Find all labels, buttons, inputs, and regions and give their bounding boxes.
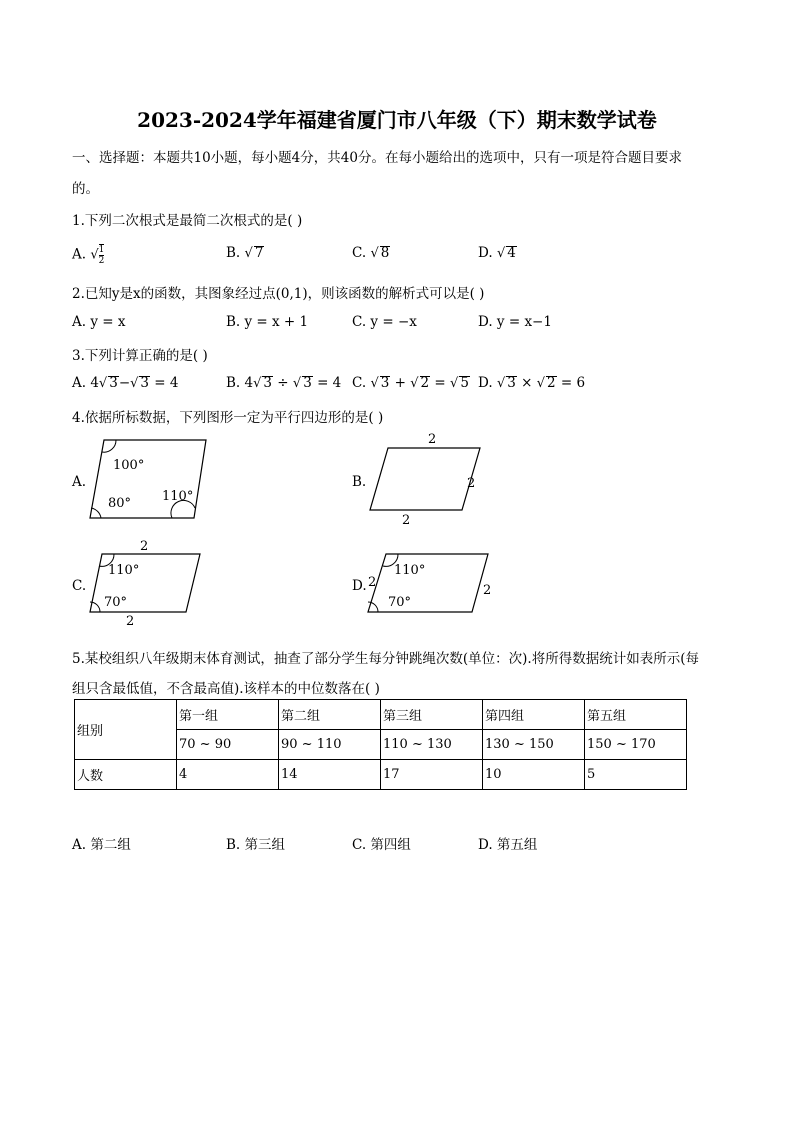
table-group-5: 第五组 xyxy=(585,700,687,730)
figA-angle-80: 80° xyxy=(108,496,132,511)
table-count-3: 17 xyxy=(381,760,483,790)
table-count-5: 5 xyxy=(585,760,687,790)
q3-option-d: D. √ 3 × √ 2 = 6 xyxy=(478,375,586,391)
table-range-3: 110 ~ 130 xyxy=(381,730,483,760)
q2-option-d: D. y = x−1 xyxy=(478,314,552,330)
figC-angle-70: 70° xyxy=(104,595,128,610)
q5-option-d: D. 第五组 xyxy=(478,837,538,853)
table-count-2: 14 xyxy=(279,760,381,790)
table-range-4: 130 ~ 150 xyxy=(483,730,585,760)
figB-bottom-2: 2 xyxy=(402,513,411,528)
figD-angle-70: 70° xyxy=(388,595,412,610)
q4-figure-d xyxy=(364,546,494,618)
q3-option-c: C. √ 3 + √ 2 = √ 5 xyxy=(352,375,469,391)
q5-stem-line2: 组只含最低值，不含最高值).该样本的中位数落在( ) xyxy=(72,681,380,697)
q4-label-a: A. xyxy=(72,474,87,490)
q2-option-b: B. y = x + 1 xyxy=(226,314,309,330)
q3-option-b: B. 4√ 3 ÷ √ 3 = 4 xyxy=(226,375,342,391)
figB-right-2: 2 xyxy=(467,476,476,491)
q4-label-c: C. xyxy=(72,578,87,594)
q1-stem: 1.下列二次根式是最简二次根式的是( ) xyxy=(72,213,303,229)
table-range-5: 150 ~ 170 xyxy=(585,730,687,760)
table-header-group: 组别 xyxy=(75,700,177,760)
table-range-2: 90 ~ 110 xyxy=(279,730,381,760)
q4-label-b: B. xyxy=(352,474,367,490)
figA-angle-100: 100° xyxy=(113,458,145,473)
q5-option-c: C. 第四组 xyxy=(352,837,411,853)
section-intro-line1: 一、选择题：本题共10小题，每小题4分，共40分。在每小题给出的选项中，只有一项是符合题目要求 xyxy=(72,150,682,166)
figA-angle-110: 110° xyxy=(162,489,194,504)
q2-option-a: A. y = x xyxy=(72,314,126,330)
q4-figure-a xyxy=(86,436,216,522)
q3-stem: 3.下列计算正确的是( ) xyxy=(72,348,208,364)
figC-top-2: 2 xyxy=(140,539,149,554)
q5-option-a: A. 第二组 xyxy=(72,837,131,853)
figD-right-2: 2 xyxy=(483,583,492,598)
q4-stem: 4.依据所标数据，下列图形一定为平行四边形的是( ) xyxy=(72,410,384,426)
q3-option-a: A. 4√ 3−√ 3 = 4 xyxy=(72,375,179,391)
jump-rope-table xyxy=(74,699,687,790)
q5-stem-line1: 5.某校组织八年级期末体育测试，抽查了部分学生每分钟跳绳次数(单位：次).将所得数据统计如表所示(每 xyxy=(72,651,699,667)
table-header-count: 人数 xyxy=(75,760,177,790)
q1-option-d: D. √ 4 xyxy=(478,245,516,261)
q1-option-c: C. √ 8 xyxy=(352,245,390,261)
table-group-4: 第四组 xyxy=(483,700,585,730)
table-count-4: 10 xyxy=(483,760,585,790)
table-group-2: 第二组 xyxy=(279,700,381,730)
table-range-1: 70 ~ 90 xyxy=(177,730,279,760)
q4-figure-c xyxy=(86,536,206,628)
q2-stem: 2.已知y是x的函数，其图象经过点(0,1)，则该函数的解析式可以是( ) xyxy=(72,286,485,302)
figC-angle-110: 110° xyxy=(108,563,140,578)
q1-option-a: A. √ $\frac{1}{2}$ xyxy=(72,245,105,266)
q2-option-c: C. y = −x xyxy=(352,314,417,330)
figC-bottom-2: 2 xyxy=(126,614,135,628)
q5-option-b: B. 第三组 xyxy=(226,837,286,853)
q1-option-b: B. √ 7 xyxy=(226,245,264,261)
table-group-1: 第一组 xyxy=(177,700,279,730)
page-title: 2023-2024学年福建省厦门市八年级（下）期末数学试卷 xyxy=(137,108,657,132)
figB-top-2: 2 xyxy=(428,432,437,447)
figD-left-2: 2 xyxy=(368,575,377,590)
q4-figure-b xyxy=(366,430,486,528)
table-count-1: 4 xyxy=(177,760,279,790)
figD-angle-110: 110° xyxy=(394,563,426,578)
table-group-3: 第三组 xyxy=(381,700,483,730)
section-intro-line2: 的。 xyxy=(72,181,99,197)
q4-label-d: D. xyxy=(352,578,367,594)
